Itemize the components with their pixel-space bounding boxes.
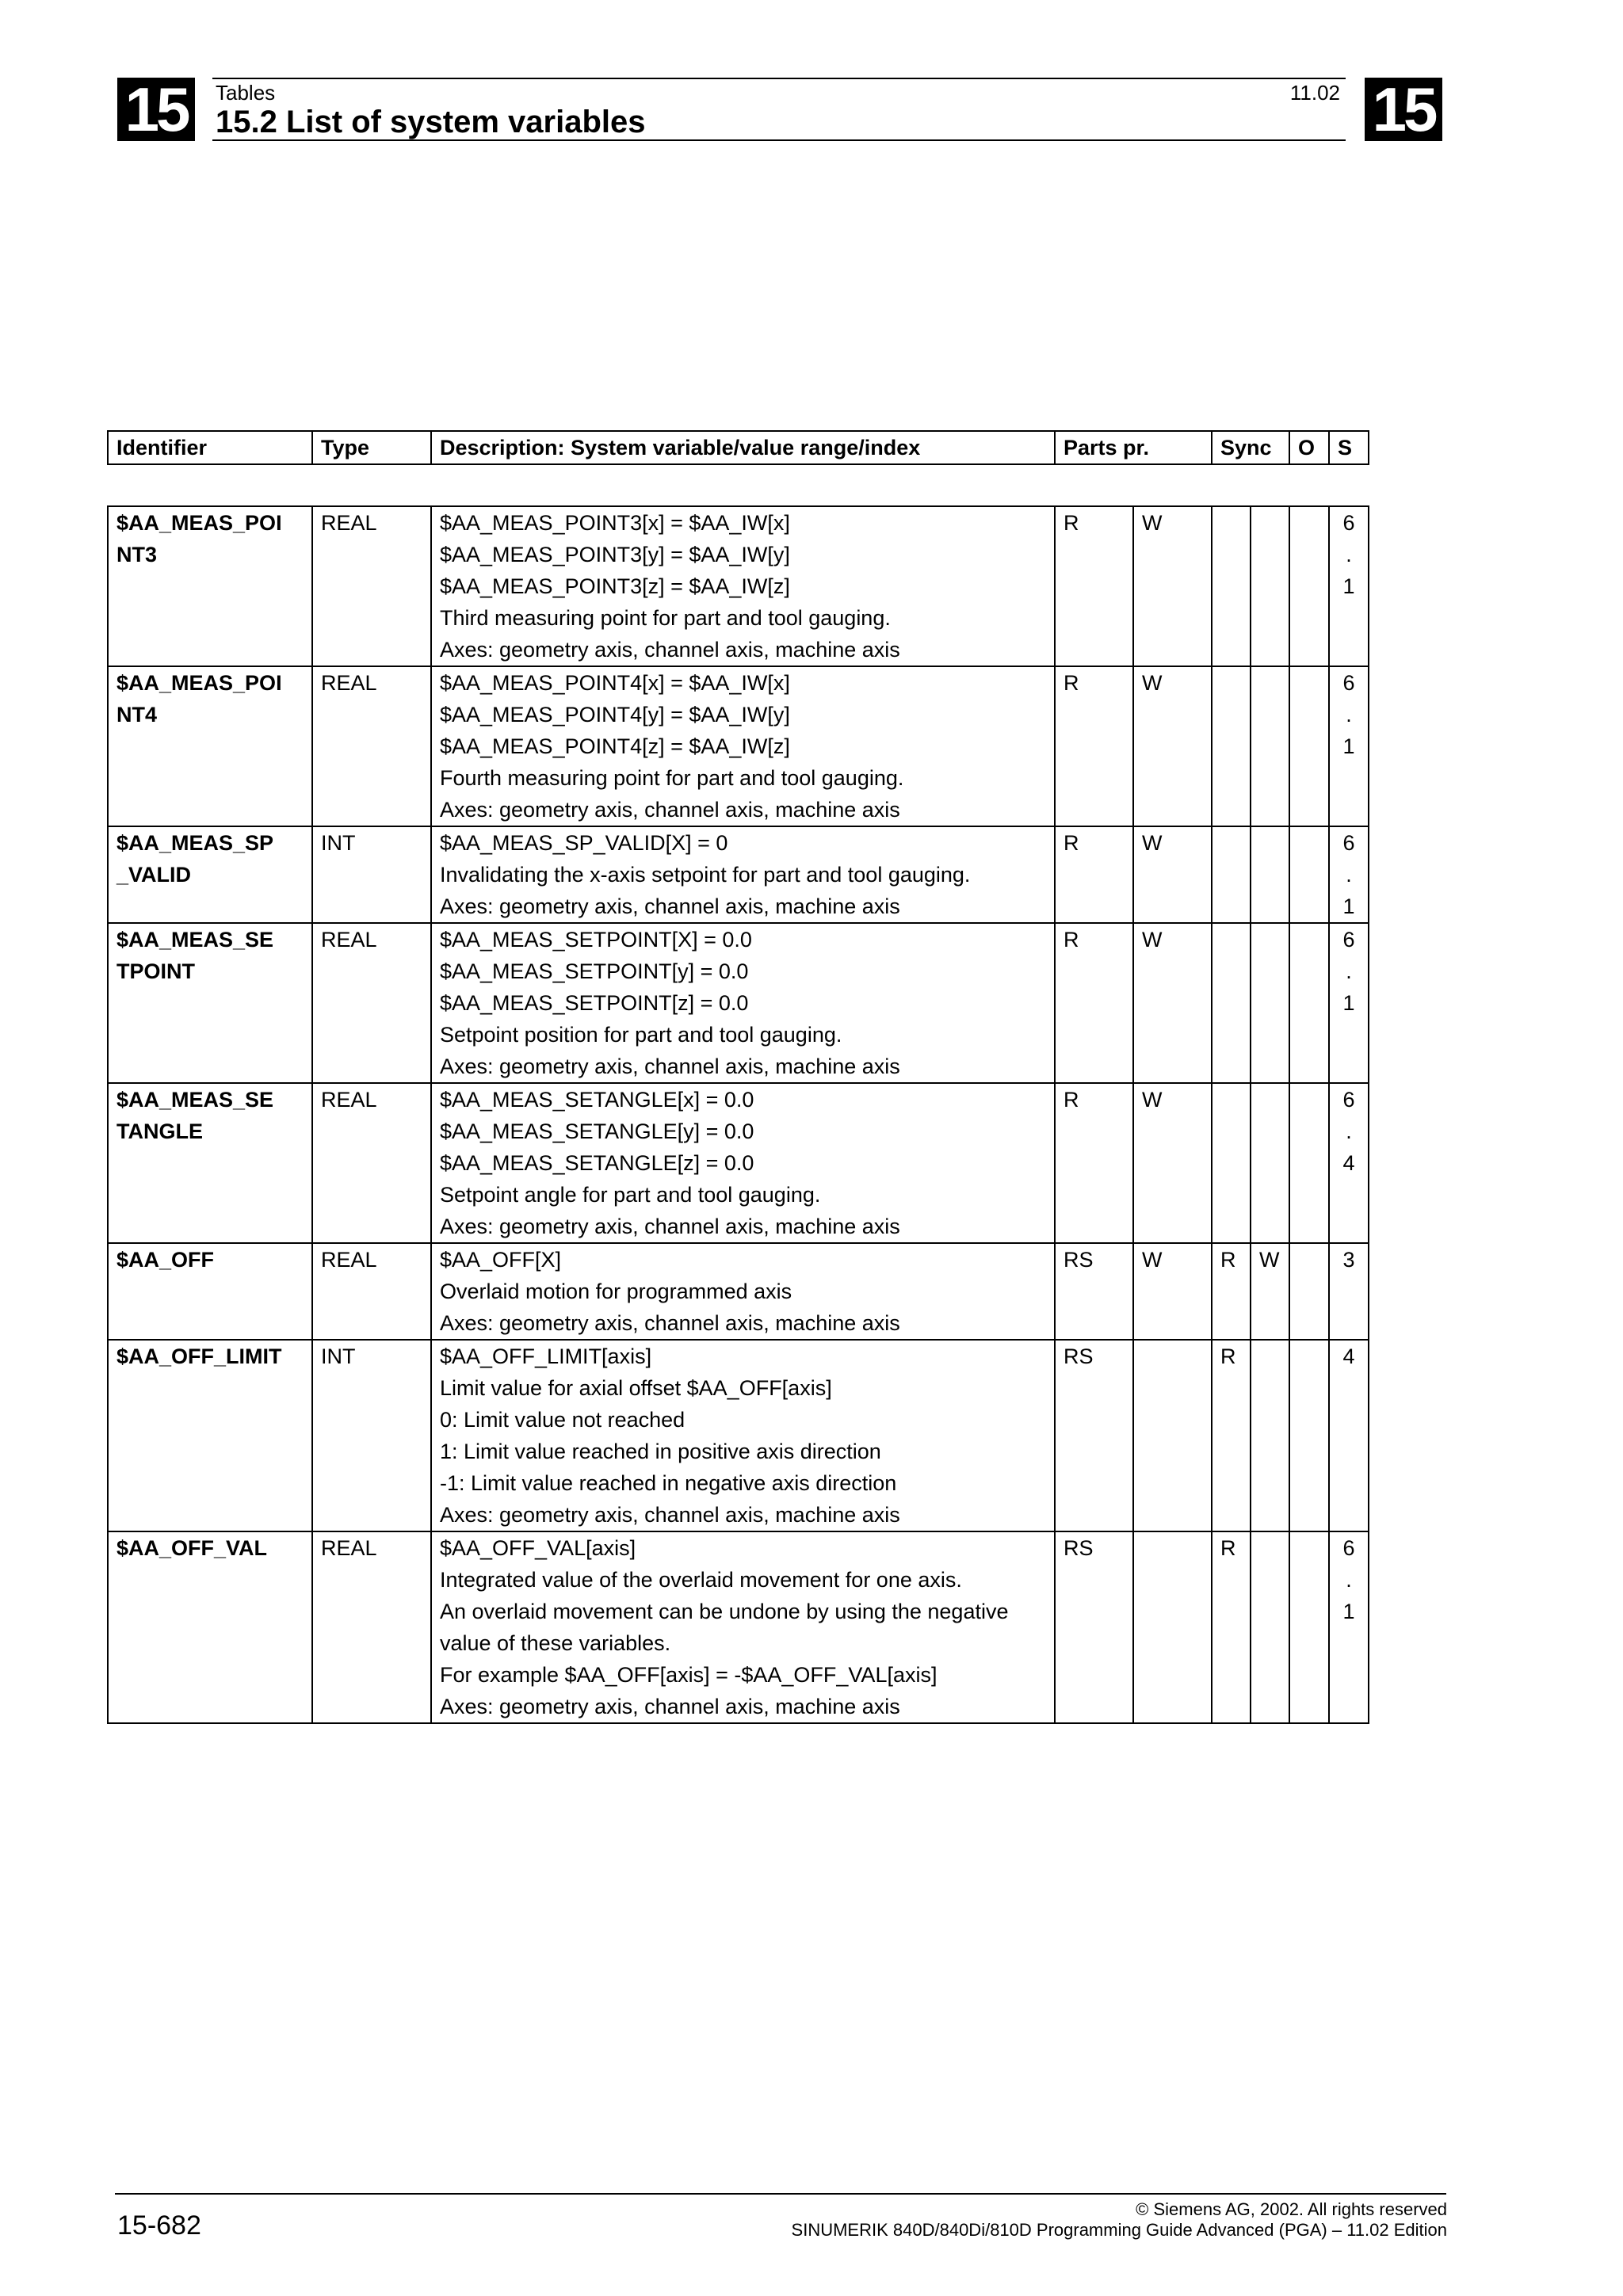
s-char: . — [1346, 703, 1352, 727]
description-cell — [431, 1243, 1055, 1340]
s-char: 1 — [1342, 734, 1355, 758]
description-line: Axes: geometry axis, channel axis, machine axis — [440, 1695, 900, 1718]
s-char: 6 — [1342, 831, 1355, 855]
identifier-text: $AA_MEAS_POI — [116, 511, 282, 535]
identifier-text: $AA_MEAS_POI — [116, 671, 282, 695]
o-cell — [1289, 923, 1329, 1083]
sync-write-cell — [1251, 923, 1289, 1083]
identifier-cell — [108, 506, 312, 666]
parts-read-cell — [1055, 666, 1133, 826]
table-row — [108, 506, 1369, 666]
s-cell — [1329, 1531, 1369, 1723]
s-char: 4 — [1342, 1344, 1355, 1368]
s-char: 1 — [1342, 574, 1355, 598]
description-line: Integrated value of the overlaid movement for one axis. — [440, 1568, 962, 1592]
description-line: Axes: geometry axis, channel axis, machine axis — [440, 894, 900, 918]
description-line: $AA_MEAS_SP_VALID[X] = 0 — [440, 831, 728, 855]
header-rule — [212, 78, 1346, 79]
description-line: Third measuring point for part and tool gauging. — [440, 606, 891, 630]
parts-write-text: W — [1142, 831, 1163, 855]
parts-write-cell — [1133, 923, 1212, 1083]
s-char: 6 — [1342, 511, 1355, 535]
s-cell — [1329, 923, 1369, 1083]
s-cell — [1329, 666, 1369, 826]
description-line: Setpoint angle for part and tool gauging. — [440, 1183, 821, 1207]
parts-read-cell — [1055, 1340, 1133, 1531]
s-cell — [1329, 826, 1369, 923]
type-cell — [312, 1531, 431, 1723]
s-char: 1 — [1342, 894, 1355, 918]
identifier-text: _VALID — [116, 863, 192, 887]
sync-read-text: R — [1220, 1344, 1236, 1368]
parts-write-cell — [1133, 1243, 1212, 1340]
description-line: 1: Limit value reached in positive axis direction — [440, 1440, 881, 1463]
sync-read-cell — [1212, 666, 1251, 826]
description-line: $AA_OFF[X] — [440, 1248, 562, 1272]
sync-write-cell — [1251, 1531, 1289, 1723]
s-char: 1 — [1342, 991, 1355, 1015]
parts-write-text: W — [1142, 1248, 1163, 1272]
identifier-text: TPOINT — [116, 959, 195, 983]
s-char: 6 — [1342, 1088, 1355, 1112]
section-label: Tables — [216, 81, 276, 105]
sync-write-cell — [1251, 1083, 1289, 1243]
sync-write-cell — [1251, 666, 1289, 826]
description-line: $AA_OFF_VAL[axis] — [440, 1536, 636, 1560]
description-line: Axes: geometry axis, channel axis, machine axis — [440, 1215, 900, 1238]
identifier-text: $AA_MEAS_SE — [116, 928, 274, 952]
sync-write-text: W — [1259, 1248, 1280, 1272]
description-line: $AA_MEAS_POINT4[x] = $AA_IW[x] — [440, 671, 790, 695]
description-line: $AA_MEAS_POINT3[x] = $AA_IW[x] — [440, 511, 790, 535]
description-line: $AA_MEAS_SETPOINT[z] = 0.0 — [440, 991, 749, 1015]
column-header-type: Type — [312, 431, 431, 464]
chapter-number-badge: 15 — [117, 78, 195, 141]
description-line: Axes: geometry axis, channel axis, machine axis — [440, 798, 900, 822]
identifier-cell — [108, 1340, 312, 1531]
parts-write-text: W — [1142, 1088, 1163, 1112]
description-line: 0: Limit value not reached — [440, 1408, 685, 1432]
parts-read-text: RS — [1064, 1344, 1094, 1368]
header-underline — [212, 139, 1346, 141]
edition-notice: SINUMERIK 840D/840Di/810D Programming Guide Advanced (PGA) – 11.02 Edition — [791, 2220, 1447, 2240]
identifier-text: TANGLE — [116, 1119, 203, 1143]
sync-read-cell — [1212, 1083, 1251, 1243]
parts-write-text: W — [1142, 511, 1163, 535]
parts-read-text: RS — [1064, 1248, 1094, 1272]
header-date: 11.02 — [1289, 81, 1340, 105]
s-char: 6 — [1342, 671, 1355, 695]
column-header-identifier: Identifier — [108, 431, 312, 464]
parts-write-text: W — [1142, 928, 1163, 952]
parts-read-text: R — [1064, 928, 1079, 952]
page-number: 15-682 — [117, 2210, 201, 2241]
s-char: 4 — [1342, 1151, 1355, 1175]
description-line: $AA_MEAS_SETPOINT[X] = 0.0 — [440, 928, 752, 952]
type-cell — [312, 506, 431, 666]
identifier-cell — [108, 923, 312, 1083]
identifier-text: $AA_MEAS_SE — [116, 1088, 274, 1112]
s-char: . — [1346, 1119, 1352, 1143]
sync-write-cell — [1251, 826, 1289, 923]
sync-read-cell — [1212, 1531, 1251, 1723]
type-text: REAL — [321, 1248, 377, 1272]
table-row — [108, 1340, 1369, 1531]
s-char: 1 — [1342, 1600, 1355, 1623]
description-cell — [431, 923, 1055, 1083]
parts-read-cell — [1055, 826, 1133, 923]
o-cell — [1289, 1340, 1329, 1531]
identifier-text: $AA_OFF_LIMIT — [116, 1344, 282, 1368]
sync-read-text: R — [1220, 1536, 1236, 1560]
o-cell — [1289, 1531, 1329, 1723]
type-text: REAL — [321, 511, 377, 535]
s-char: . — [1346, 863, 1352, 887]
sync-read-cell — [1212, 923, 1251, 1083]
o-cell — [1289, 1243, 1329, 1340]
s-char: 6 — [1342, 928, 1355, 952]
column-header-sync: Sync — [1212, 431, 1289, 464]
type-text: REAL — [321, 671, 377, 695]
parts-write-cell — [1133, 666, 1212, 826]
sync-read-cell — [1212, 1340, 1251, 1531]
description-cell — [431, 1531, 1055, 1723]
identifier-text: $AA_OFF_VAL — [116, 1536, 268, 1560]
type-text: INT — [321, 1344, 356, 1368]
sync-read-cell — [1212, 506, 1251, 666]
description-line: Setpoint position for part and tool gauging. — [440, 1023, 842, 1047]
description-line: Axes: geometry axis, channel axis, machine axis — [440, 1311, 900, 1335]
sync-read-text: R — [1220, 1248, 1236, 1272]
parts-write-text: W — [1142, 671, 1163, 695]
description-cell — [431, 666, 1055, 826]
table-row — [108, 826, 1369, 923]
description-line: $AA_MEAS_SETANGLE[y] = 0.0 — [440, 1119, 754, 1143]
chapter-number-badge-right: 15 — [1365, 78, 1442, 141]
description-line: Limit value for axial offset $AA_OFF[axis] — [440, 1376, 832, 1400]
parts-read-text: R — [1064, 831, 1079, 855]
table-row — [108, 1083, 1369, 1243]
parts-write-cell — [1133, 1531, 1212, 1723]
description-line: $AA_MEAS_SETPOINT[y] = 0.0 — [440, 959, 749, 983]
identifier-cell — [108, 1243, 312, 1340]
table-row — [108, 1243, 1369, 1340]
parts-write-cell — [1133, 1340, 1212, 1531]
description-line: Axes: geometry axis, channel axis, machine axis — [440, 1055, 900, 1078]
description-line: $AA_MEAS_POINT3[y] = $AA_IW[y] — [440, 543, 790, 566]
identifier-text: NT3 — [116, 543, 158, 566]
description-line: Axes: geometry axis, channel axis, machine axis — [440, 1503, 900, 1527]
identifier-text: $AA_OFF — [116, 1248, 215, 1272]
identifier-cell — [108, 826, 312, 923]
s-char: 3 — [1342, 1248, 1355, 1272]
identifier-cell — [108, 1083, 312, 1243]
parts-read-cell — [1055, 923, 1133, 1083]
s-cell — [1329, 1083, 1369, 1243]
description-line: $AA_MEAS_SETANGLE[z] = 0.0 — [440, 1151, 754, 1175]
s-char: . — [1346, 1568, 1352, 1592]
description-cell — [431, 826, 1055, 923]
table-row — [108, 923, 1369, 1083]
s-cell — [1329, 1243, 1369, 1340]
sync-write-cell — [1251, 506, 1289, 666]
parts-read-text: R — [1064, 1088, 1079, 1112]
table-header — [107, 430, 1369, 465]
parts-read-text: R — [1064, 511, 1079, 535]
parts-read-text: RS — [1064, 1536, 1094, 1560]
identifier-text: $AA_MEAS_SP — [116, 831, 274, 855]
table-row — [108, 666, 1369, 826]
description-line: $AA_MEAS_POINT3[z] = $AA_IW[z] — [440, 574, 790, 598]
description-line: An overlaid movement can be undone by using the negative — [440, 1600, 1009, 1623]
type-text: INT — [321, 831, 356, 855]
description-line: value of these variables. — [440, 1631, 671, 1655]
o-cell — [1289, 1083, 1329, 1243]
description-cell — [431, 1340, 1055, 1531]
sync-write-cell — [1251, 1243, 1289, 1340]
parts-read-cell — [1055, 1083, 1133, 1243]
column-header-parts-pr: Parts pr. — [1055, 431, 1212, 464]
parts-read-cell — [1055, 1243, 1133, 1340]
sync-read-cell — [1212, 1243, 1251, 1340]
table-row — [108, 1531, 1369, 1723]
column-header-description: Description: System variable/value range/index — [431, 431, 1055, 464]
description-line: $AA_OFF_LIMIT[axis] — [440, 1344, 652, 1368]
o-cell — [1289, 506, 1329, 666]
sync-write-cell — [1251, 1340, 1289, 1531]
description-line: $AA_MEAS_POINT4[y] = $AA_IW[y] — [440, 703, 790, 727]
description-line: $AA_MEAS_POINT4[z] = $AA_IW[z] — [440, 734, 790, 758]
s-char: 6 — [1342, 1536, 1355, 1560]
type-cell — [312, 826, 431, 923]
description-cell — [431, 1083, 1055, 1243]
description-line: Invalidating the x-axis setpoint for part and tool gauging. — [440, 863, 971, 887]
page-title: 15.2 List of system variables — [216, 105, 646, 139]
parts-read-cell — [1055, 506, 1133, 666]
type-text: REAL — [321, 1536, 377, 1560]
parts-read-cell — [1055, 1531, 1133, 1723]
description-line: -1: Limit value reached in negative axis direction — [440, 1471, 897, 1495]
s-cell — [1329, 506, 1369, 666]
sync-read-cell — [1212, 826, 1251, 923]
parts-write-cell — [1133, 1083, 1212, 1243]
type-text: REAL — [321, 1088, 377, 1112]
description-line: $AA_MEAS_SETANGLE[x] = 0.0 — [440, 1088, 754, 1112]
column-header-s: S — [1329, 431, 1369, 464]
description-line: For example $AA_OFF[axis] = -$AA_OFF_VAL[axis] — [440, 1663, 938, 1687]
type-cell — [312, 1243, 431, 1340]
description-cell — [431, 506, 1055, 666]
type-cell — [312, 1340, 431, 1531]
identifier-cell — [108, 666, 312, 826]
parts-read-text: R — [1064, 671, 1079, 695]
s-char: . — [1346, 543, 1352, 566]
s-cell — [1329, 1340, 1369, 1531]
copyright-notice: © Siemens AG, 2002. All rights reserved — [1136, 2199, 1447, 2219]
type-cell — [312, 923, 431, 1083]
type-text: REAL — [321, 928, 377, 952]
s-char: . — [1346, 959, 1352, 983]
column-header-o: O — [1289, 431, 1329, 464]
description-line: Fourth measuring point for part and tool gauging. — [440, 766, 904, 790]
type-cell — [312, 666, 431, 826]
identifier-cell — [108, 1531, 312, 1723]
identifier-text: NT4 — [116, 703, 158, 727]
type-cell — [312, 1083, 431, 1243]
parts-write-cell — [1133, 506, 1212, 666]
parts-write-cell — [1133, 826, 1212, 923]
description-line: Axes: geometry axis, channel axis, machine axis — [440, 638, 900, 662]
description-line: Overlaid motion for programmed axis — [440, 1280, 792, 1303]
o-cell — [1289, 666, 1329, 826]
system-variables-table — [107, 505, 1369, 1724]
footer-rule — [115, 2193, 1446, 2195]
o-cell — [1289, 826, 1329, 923]
